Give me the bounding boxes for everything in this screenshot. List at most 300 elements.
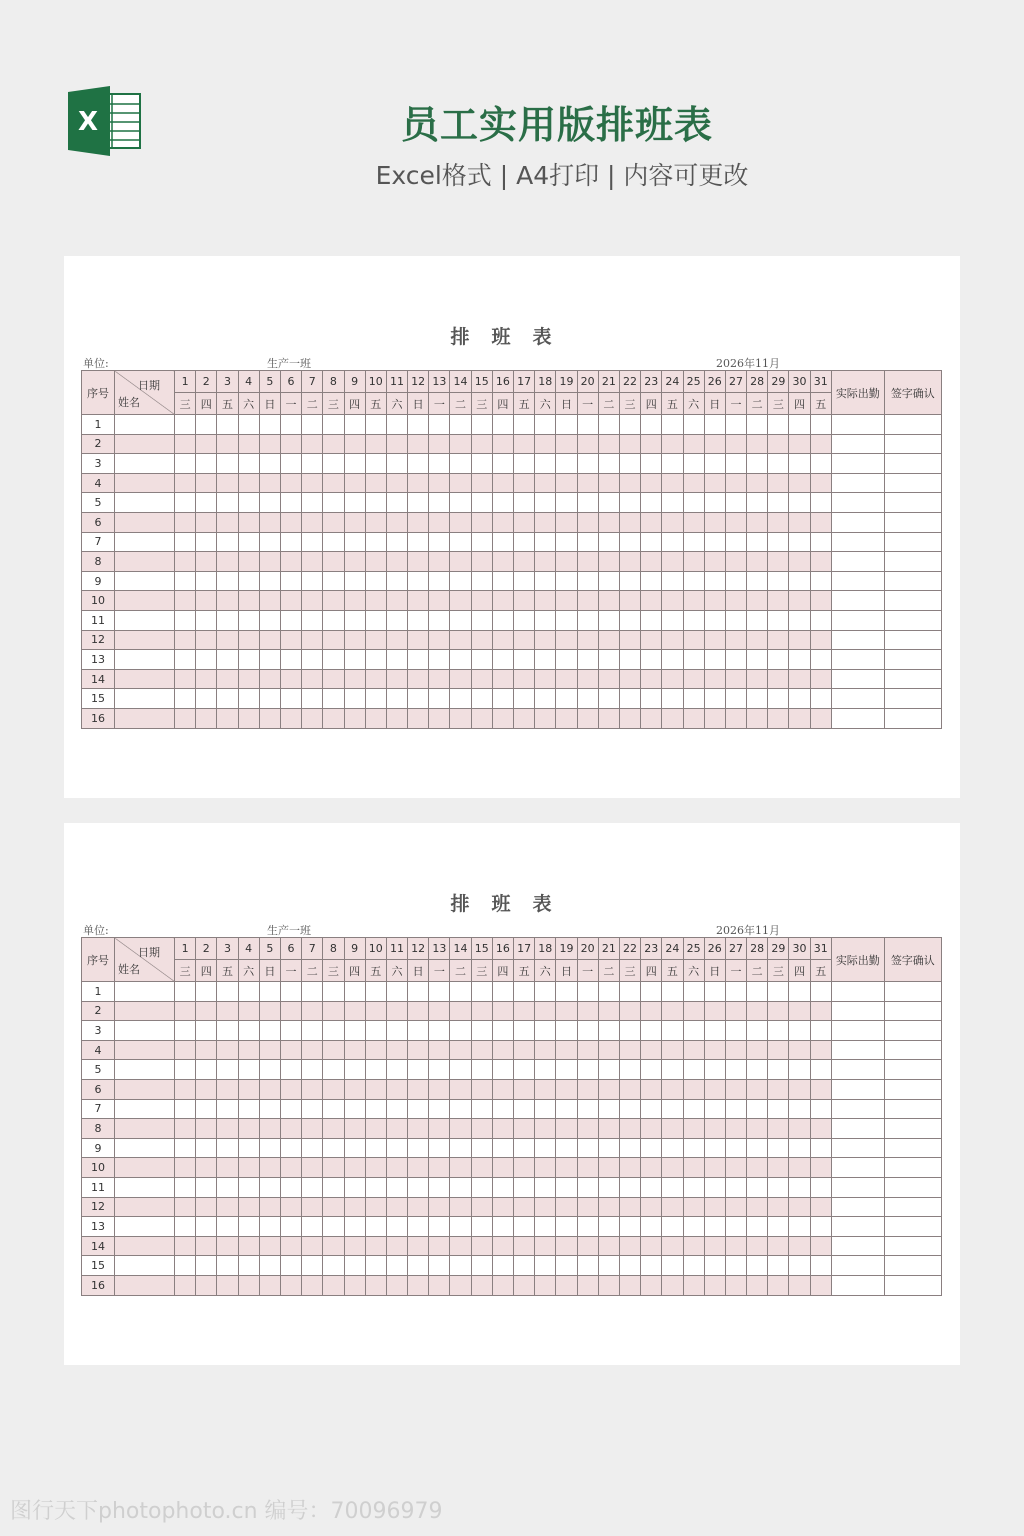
shift-cell[interactable] [598, 415, 619, 435]
shift-cell[interactable] [471, 552, 492, 572]
shift-cell[interactable] [704, 512, 725, 532]
shift-cell[interactable] [725, 650, 746, 670]
shift-cell[interactable] [280, 1001, 301, 1021]
shift-cell[interactable] [556, 1040, 577, 1060]
shift-cell[interactable] [789, 708, 810, 728]
shift-cell[interactable] [598, 650, 619, 670]
shift-cell[interactable] [259, 1275, 280, 1295]
shift-cell[interactable] [386, 982, 407, 1002]
shift-cell[interactable] [492, 982, 513, 1002]
attendance-cell[interactable] [831, 434, 884, 454]
shift-cell[interactable] [217, 1060, 238, 1080]
shift-cell[interactable] [514, 571, 535, 591]
shift-cell[interactable] [704, 1021, 725, 1041]
shift-cell[interactable] [704, 1236, 725, 1256]
shift-cell[interactable] [450, 630, 471, 650]
shift-cell[interactable] [662, 1197, 683, 1217]
sign-cell[interactable] [884, 1001, 941, 1021]
shift-cell[interactable] [747, 1158, 768, 1178]
shift-cell[interactable] [789, 1040, 810, 1060]
shift-cell[interactable] [768, 1275, 789, 1295]
shift-cell[interactable] [662, 1217, 683, 1237]
attendance-cell[interactable] [831, 610, 884, 630]
shift-cell[interactable] [725, 689, 746, 709]
shift-cell[interactable] [619, 1217, 640, 1237]
sign-cell[interactable] [884, 552, 941, 572]
shift-cell[interactable] [323, 1177, 344, 1197]
shift-cell[interactable] [619, 512, 640, 532]
shift-cell[interactable] [323, 1099, 344, 1119]
shift-cell[interactable] [619, 434, 640, 454]
attendance-cell[interactable] [831, 552, 884, 572]
shift-cell[interactable] [280, 1119, 301, 1139]
name-cell[interactable] [115, 1060, 175, 1080]
shift-cell[interactable] [238, 493, 259, 513]
shift-cell[interactable] [344, 708, 365, 728]
shift-cell[interactable] [450, 434, 471, 454]
shift-cell[interactable] [259, 708, 280, 728]
shift-cell[interactable] [302, 1158, 323, 1178]
shift-cell[interactable] [619, 689, 640, 709]
shift-cell[interactable] [641, 1060, 662, 1080]
shift-cell[interactable] [196, 669, 217, 689]
shift-cell[interactable] [238, 1119, 259, 1139]
shift-cell[interactable] [725, 512, 746, 532]
shift-cell[interactable] [323, 473, 344, 493]
shift-cell[interactable] [514, 1197, 535, 1217]
name-cell[interactable] [115, 669, 175, 689]
shift-cell[interactable] [810, 610, 831, 630]
shift-cell[interactable] [768, 1256, 789, 1276]
shift-cell[interactable] [535, 1275, 556, 1295]
shift-cell[interactable] [196, 708, 217, 728]
shift-cell[interactable] [768, 689, 789, 709]
shift-cell[interactable] [641, 473, 662, 493]
shift-cell[interactable] [386, 512, 407, 532]
shift-cell[interactable] [768, 512, 789, 532]
shift-cell[interactable] [302, 1119, 323, 1139]
shift-cell[interactable] [429, 630, 450, 650]
shift-cell[interactable] [747, 1060, 768, 1080]
shift-cell[interactable] [556, 434, 577, 454]
shift-cell[interactable] [598, 708, 619, 728]
sign-cell[interactable] [884, 1040, 941, 1060]
shift-cell[interactable] [535, 1040, 556, 1060]
attendance-cell[interactable] [831, 1021, 884, 1041]
shift-cell[interactable] [810, 1060, 831, 1080]
shift-cell[interactable] [492, 1001, 513, 1021]
shift-cell[interactable] [302, 1197, 323, 1217]
name-cell[interactable] [115, 982, 175, 1002]
shift-cell[interactable] [196, 650, 217, 670]
shift-cell[interactable] [810, 982, 831, 1002]
shift-cell[interactable] [747, 552, 768, 572]
shift-cell[interactable] [492, 552, 513, 572]
shift-cell[interactable] [259, 1138, 280, 1158]
shift-cell[interactable] [259, 532, 280, 552]
shift-cell[interactable] [619, 1079, 640, 1099]
shift-cell[interactable] [768, 1021, 789, 1041]
shift-cell[interactable] [725, 669, 746, 689]
shift-cell[interactable] [408, 1158, 429, 1178]
shift-cell[interactable] [662, 650, 683, 670]
attendance-cell[interactable] [831, 1119, 884, 1139]
shift-cell[interactable] [768, 1197, 789, 1217]
shift-cell[interactable] [302, 493, 323, 513]
shift-cell[interactable] [514, 669, 535, 689]
shift-cell[interactable] [429, 512, 450, 532]
shift-cell[interactable] [344, 610, 365, 630]
shift-cell[interactable] [492, 512, 513, 532]
shift-cell[interactable] [535, 689, 556, 709]
shift-cell[interactable] [641, 571, 662, 591]
shift-cell[interactable] [344, 1256, 365, 1276]
shift-cell[interactable] [259, 473, 280, 493]
name-cell[interactable] [115, 1119, 175, 1139]
shift-cell[interactable] [662, 493, 683, 513]
shift-cell[interactable] [662, 415, 683, 435]
shift-cell[interactable] [429, 1079, 450, 1099]
shift-cell[interactable] [429, 610, 450, 630]
shift-cell[interactable] [598, 1217, 619, 1237]
shift-cell[interactable] [196, 1001, 217, 1021]
shift-cell[interactable] [280, 630, 301, 650]
attendance-cell[interactable] [831, 473, 884, 493]
shift-cell[interactable] [386, 1099, 407, 1119]
shift-cell[interactable] [238, 689, 259, 709]
shift-cell[interactable] [492, 610, 513, 630]
shift-cell[interactable] [768, 493, 789, 513]
shift-cell[interactable] [725, 1158, 746, 1178]
shift-cell[interactable] [641, 1138, 662, 1158]
shift-cell[interactable] [577, 1060, 598, 1080]
shift-cell[interactable] [471, 454, 492, 474]
shift-cell[interactable] [450, 1138, 471, 1158]
shift-cell[interactable] [238, 1177, 259, 1197]
shift-cell[interactable] [238, 1079, 259, 1099]
shift-cell[interactable] [280, 434, 301, 454]
shift-cell[interactable] [747, 1275, 768, 1295]
shift-cell[interactable] [344, 493, 365, 513]
shift-cell[interactable] [492, 630, 513, 650]
shift-cell[interactable] [725, 1021, 746, 1041]
shift-cell[interactable] [514, 708, 535, 728]
shift-cell[interactable] [386, 552, 407, 572]
shift-cell[interactable] [725, 434, 746, 454]
shift-cell[interactable] [238, 1060, 259, 1080]
shift-cell[interactable] [768, 669, 789, 689]
shift-cell[interactable] [217, 1021, 238, 1041]
shift-cell[interactable] [704, 1197, 725, 1217]
sign-cell[interactable] [884, 689, 941, 709]
shift-cell[interactable] [662, 1060, 683, 1080]
shift-cell[interactable] [556, 415, 577, 435]
shift-cell[interactable] [598, 610, 619, 630]
shift-cell[interactable] [535, 1138, 556, 1158]
shift-cell[interactable] [810, 415, 831, 435]
shift-cell[interactable] [196, 1079, 217, 1099]
attendance-cell[interactable] [831, 650, 884, 670]
shift-cell[interactable] [492, 1079, 513, 1099]
shift-cell[interactable] [471, 591, 492, 611]
shift-cell[interactable] [196, 1177, 217, 1197]
shift-cell[interactable] [768, 1099, 789, 1119]
shift-cell[interactable] [450, 512, 471, 532]
sign-cell[interactable] [884, 1138, 941, 1158]
shift-cell[interactable] [408, 571, 429, 591]
shift-cell[interactable] [768, 434, 789, 454]
shift-cell[interactable] [556, 512, 577, 532]
shift-cell[interactable] [725, 1001, 746, 1021]
shift-cell[interactable] [556, 473, 577, 493]
shift-cell[interactable] [577, 708, 598, 728]
shift-cell[interactable] [386, 434, 407, 454]
name-cell[interactable] [115, 591, 175, 611]
shift-cell[interactable] [344, 571, 365, 591]
shift-cell[interactable] [747, 532, 768, 552]
shift-cell[interactable] [725, 552, 746, 572]
shift-cell[interactable] [768, 1158, 789, 1178]
shift-cell[interactable] [175, 591, 196, 611]
shift-cell[interactable] [492, 1158, 513, 1178]
shift-cell[interactable] [196, 532, 217, 552]
shift-cell[interactable] [641, 1119, 662, 1139]
shift-cell[interactable] [344, 434, 365, 454]
shift-cell[interactable] [323, 1001, 344, 1021]
attendance-cell[interactable] [831, 415, 884, 435]
shift-cell[interactable] [344, 1001, 365, 1021]
shift-cell[interactable] [471, 650, 492, 670]
shift-cell[interactable] [344, 552, 365, 572]
shift-cell[interactable] [789, 1236, 810, 1256]
shift-cell[interactable] [344, 1177, 365, 1197]
name-cell[interactable] [115, 630, 175, 650]
shift-cell[interactable] [789, 1060, 810, 1080]
shift-cell[interactable] [175, 552, 196, 572]
shift-cell[interactable] [344, 1138, 365, 1158]
shift-cell[interactable] [323, 434, 344, 454]
shift-cell[interactable] [280, 1256, 301, 1276]
shift-cell[interactable] [217, 1158, 238, 1178]
shift-cell[interactable] [556, 532, 577, 552]
shift-cell[interactable] [344, 650, 365, 670]
shift-cell[interactable] [302, 669, 323, 689]
shift-cell[interactable] [598, 982, 619, 1002]
shift-cell[interactable] [662, 552, 683, 572]
shift-cell[interactable] [323, 610, 344, 630]
shift-cell[interactable] [323, 1197, 344, 1217]
shift-cell[interactable] [429, 552, 450, 572]
name-cell[interactable] [115, 1158, 175, 1178]
shift-cell[interactable] [535, 532, 556, 552]
shift-cell[interactable] [386, 650, 407, 670]
sign-cell[interactable] [884, 512, 941, 532]
shift-cell[interactable] [408, 1119, 429, 1139]
attendance-cell[interactable] [831, 1040, 884, 1060]
shift-cell[interactable] [768, 1060, 789, 1080]
shift-cell[interactable] [789, 473, 810, 493]
shift-cell[interactable] [789, 1217, 810, 1237]
shift-cell[interactable] [365, 1217, 386, 1237]
shift-cell[interactable] [662, 1158, 683, 1178]
sign-cell[interactable] [884, 708, 941, 728]
shift-cell[interactable] [471, 1138, 492, 1158]
shift-cell[interactable] [408, 1138, 429, 1158]
shift-cell[interactable] [386, 708, 407, 728]
shift-cell[interactable] [429, 708, 450, 728]
shift-cell[interactable] [323, 630, 344, 650]
shift-cell[interactable] [471, 1236, 492, 1256]
shift-cell[interactable] [619, 630, 640, 650]
shift-cell[interactable] [238, 532, 259, 552]
sign-cell[interactable] [884, 571, 941, 591]
shift-cell[interactable] [556, 1158, 577, 1178]
shift-cell[interactable] [577, 650, 598, 670]
sign-cell[interactable] [884, 1256, 941, 1276]
shift-cell[interactable] [641, 1099, 662, 1119]
shift-cell[interactable] [471, 610, 492, 630]
shift-cell[interactable] [641, 1217, 662, 1237]
shift-cell[interactable] [683, 571, 704, 591]
shift-cell[interactable] [619, 1040, 640, 1060]
shift-cell[interactable] [514, 630, 535, 650]
shift-cell[interactable] [641, 1158, 662, 1178]
shift-cell[interactable] [471, 1197, 492, 1217]
shift-cell[interactable] [535, 473, 556, 493]
shift-cell[interactable] [619, 454, 640, 474]
shift-cell[interactable] [259, 512, 280, 532]
sign-cell[interactable] [884, 610, 941, 630]
shift-cell[interactable] [556, 708, 577, 728]
sign-cell[interactable] [884, 454, 941, 474]
shift-cell[interactable] [450, 1275, 471, 1295]
shift-cell[interactable] [344, 512, 365, 532]
shift-cell[interactable] [577, 1236, 598, 1256]
shift-cell[interactable] [302, 630, 323, 650]
shift-cell[interactable] [789, 610, 810, 630]
shift-cell[interactable] [344, 1021, 365, 1041]
shift-cell[interactable] [789, 1275, 810, 1295]
shift-cell[interactable] [662, 1275, 683, 1295]
shift-cell[interactable] [768, 532, 789, 552]
shift-cell[interactable] [810, 454, 831, 474]
shift-cell[interactable] [238, 1040, 259, 1060]
shift-cell[interactable] [238, 434, 259, 454]
shift-cell[interactable] [747, 1079, 768, 1099]
attendance-cell[interactable] [831, 512, 884, 532]
shift-cell[interactable] [450, 1040, 471, 1060]
shift-cell[interactable] [450, 493, 471, 513]
name-cell[interactable] [115, 571, 175, 591]
shift-cell[interactable] [429, 434, 450, 454]
shift-cell[interactable] [492, 1275, 513, 1295]
shift-cell[interactable] [259, 1119, 280, 1139]
name-cell[interactable] [115, 650, 175, 670]
shift-cell[interactable] [556, 1001, 577, 1021]
shift-cell[interactable] [302, 610, 323, 630]
shift-cell[interactable] [598, 473, 619, 493]
shift-cell[interactable] [598, 1236, 619, 1256]
shift-cell[interactable] [768, 708, 789, 728]
shift-cell[interactable] [704, 571, 725, 591]
shift-cell[interactable] [789, 1158, 810, 1178]
attendance-cell[interactable] [831, 1001, 884, 1021]
shift-cell[interactable] [704, 493, 725, 513]
shift-cell[interactable] [344, 630, 365, 650]
shift-cell[interactable] [196, 571, 217, 591]
shift-cell[interactable] [619, 650, 640, 670]
attendance-cell[interactable] [831, 1158, 884, 1178]
shift-cell[interactable] [450, 1256, 471, 1276]
shift-cell[interactable] [408, 415, 429, 435]
shift-cell[interactable] [238, 473, 259, 493]
shift-cell[interactable] [492, 1256, 513, 1276]
shift-cell[interactable] [259, 415, 280, 435]
shift-cell[interactable] [408, 610, 429, 630]
sign-cell[interactable] [884, 1060, 941, 1080]
shift-cell[interactable] [514, 610, 535, 630]
shift-cell[interactable] [514, 552, 535, 572]
shift-cell[interactable] [810, 1236, 831, 1256]
shift-cell[interactable] [641, 689, 662, 709]
shift-cell[interactable] [280, 708, 301, 728]
shift-cell[interactable] [492, 1217, 513, 1237]
shift-cell[interactable] [598, 591, 619, 611]
shift-cell[interactable] [408, 1060, 429, 1080]
shift-cell[interactable] [323, 1021, 344, 1041]
shift-cell[interactable] [789, 1197, 810, 1217]
shift-cell[interactable] [556, 650, 577, 670]
shift-cell[interactable] [323, 689, 344, 709]
shift-cell[interactable] [577, 473, 598, 493]
shift-cell[interactable] [704, 689, 725, 709]
shift-cell[interactable] [619, 610, 640, 630]
shift-cell[interactable] [217, 1275, 238, 1295]
shift-cell[interactable] [386, 1001, 407, 1021]
shift-cell[interactable] [280, 1060, 301, 1080]
shift-cell[interactable] [514, 689, 535, 709]
shift-cell[interactable] [768, 630, 789, 650]
shift-cell[interactable] [704, 650, 725, 670]
shift-cell[interactable] [704, 1079, 725, 1099]
shift-cell[interactable] [280, 1138, 301, 1158]
shift-cell[interactable] [175, 1197, 196, 1217]
shift-cell[interactable] [365, 610, 386, 630]
shift-cell[interactable] [365, 1275, 386, 1295]
shift-cell[interactable] [175, 1079, 196, 1099]
name-cell[interactable] [115, 1236, 175, 1256]
shift-cell[interactable] [619, 552, 640, 572]
shift-cell[interactable] [810, 630, 831, 650]
shift-cell[interactable] [217, 708, 238, 728]
shift-cell[interactable] [450, 1177, 471, 1197]
shift-cell[interactable] [344, 1040, 365, 1060]
shift-cell[interactable] [768, 1177, 789, 1197]
shift-cell[interactable] [429, 571, 450, 591]
shift-cell[interactable] [280, 1079, 301, 1099]
shift-cell[interactable] [683, 1001, 704, 1021]
shift-cell[interactable] [789, 1079, 810, 1099]
shift-cell[interactable] [556, 1060, 577, 1080]
sign-cell[interactable] [884, 1197, 941, 1217]
shift-cell[interactable] [323, 493, 344, 513]
shift-cell[interactable] [344, 1099, 365, 1119]
shift-cell[interactable] [725, 630, 746, 650]
shift-cell[interactable] [704, 473, 725, 493]
shift-cell[interactable] [683, 1119, 704, 1139]
shift-cell[interactable] [365, 1001, 386, 1021]
shift-cell[interactable] [641, 454, 662, 474]
